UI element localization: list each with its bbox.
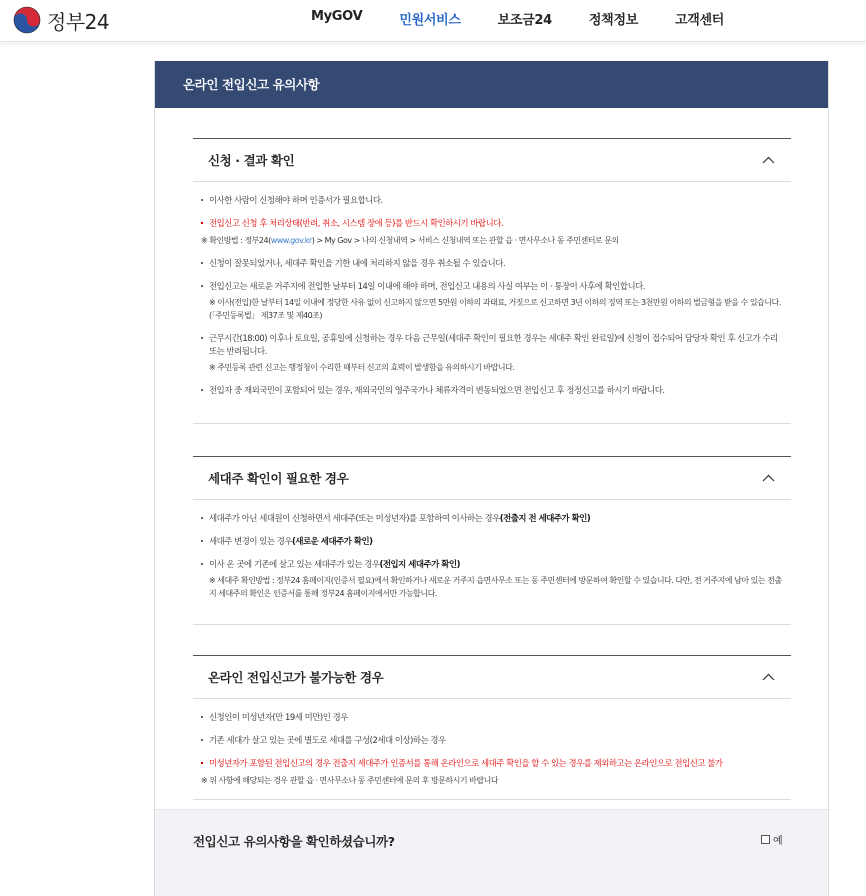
confirm-question: 전입신고 유의사항을 확인하셨습니까? <box>193 834 395 849</box>
list-item: 이사한 사람이 신청해야 하며 인증서가 필요합니다. <box>201 194 785 207</box>
confirm-yes-label: 예 <box>773 836 783 847</box>
chevron-up-icon[interactable] <box>762 156 775 164</box>
section-header[interactable] <box>193 456 791 500</box>
taegeuk-logo-icon <box>12 5 42 35</box>
list-item: 이사 온 곳에 기존에 살고 있는 세대주가 있는 경우(전입지 세대주가 확인) ※ 세대주 확인방법 : 정부24 홈페이지(인증서 필요)에서 확인하거나 새로운 거주지 읍면사무소 또는 동 주민센터에 방문하여 확인할 수 있습니다. 다만, 전 거주지에 남아 있는 전출지 세대주의 확인은 인증서를 통해 정부24 홈페이지에서만 가능합니다. <box>201 558 785 600</box>
notice-panel <box>154 61 829 896</box>
list-item: 세대주가 아닌 세대원이 신청하면서 세대주(또는 미성년자)를 포함하여 이사하는 경우(전출지 전 세대주가 확인) <box>201 512 785 525</box>
chevron-up-icon[interactable] <box>762 474 775 482</box>
section-title: 세대주 확인이 필요한 경우 <box>208 471 349 486</box>
householder-method-note: ※ 세대주 확인방법 : 정부24 홈페이지(인증서 필요)에서 확인하거나 새로운 거주지 읍면사무소 또는 동 주민센터에 방문하여 확인할 수 있습니다. 다만, 전 거주지에 남아 있는 전출지 세대주의 확인은 인증서를 통해 정부24 홈페이지에서만 가능합니다. <box>209 576 782 598</box>
gov-link[interactable]: www.gov.kr <box>270 236 312 245</box>
penalty-note: ※ 이사(전입)한 날부터 14일 이내에 정당한 사유 없이 신고하지 않으면 5만원 이하의 과태료, 거짓으로 신고하면 3년 이하의 징역 또는 3천만원 이하의 벌금형을 받을 수 있습니다. (「주민등록법」 제37조 및 제40조) <box>209 298 781 320</box>
panel-title: 온라인 전입신고 유의사항 <box>155 61 828 108</box>
nav-item-customer-center[interactable]: 고객센터 <box>674 13 725 28</box>
section-title: 온라인 전입신고가 불가능한 경우 <box>208 670 384 685</box>
section-title: 신청 · 결과 확인 <box>208 153 295 168</box>
section-body <box>193 182 791 424</box>
visit-note: ※ 위 사항에 해당되는 경우 관할 읍 · 면사무소나 동 주민센터에 문의 후 방문하시기 바랍니다 <box>201 776 499 785</box>
checkbox-icon[interactable] <box>761 835 770 844</box>
list-item-warning: 전입신고 신청 후 처리상태(반려, 취소, 시스템 장애 등)를 반드시 확인하시기 바랍니다. ※ 확인방법 : 정부24(www.gov.kr) > My Gov > 나의 신청내역 > 서비스 신청내역 또는 관할 읍 · 면사무소나 동 주민센터로 문의 <box>201 217 785 247</box>
confirm-method-note: ※ 확인방법 : 정부24(www.gov.kr) > My Gov > 나의 신청내역 > 서비스 신청내역 또는 관할 읍 · 면사무소나 동 주민센터로 문의 <box>201 236 619 245</box>
nav-item-subsidy[interactable]: 보조금24 <box>497 13 552 28</box>
section-householder-check <box>193 456 791 625</box>
list-item: 전입자 중 재외국민이 포함되어 있는 경우, 재외국민의 영주국가나 체류자격이 변동되었으면 전입신고 후 정정신고를 하시기 바랍니다. <box>201 384 785 397</box>
nav-item-policy[interactable]: 정책정보 <box>588 13 638 28</box>
list-item: 전입신고는 새로운 거주지에 전입한 날부터 14일 이내에 해야 하며, 전입신고 내용의 사실 여부는 이 · 통장이 사후에 확인합니다. ※ 이사(전입)한 날부터 14일 이내에 정당한 사유 없이 신고하지 않으면 5만원 이하의 과태료, 거짓으로 신고하면 3년 이하의 징역 또는 3천만원 이하의 벌금형을 받을 수 있습니다. (「주민등록법」 제37조 및 제40조) <box>201 280 785 322</box>
section-application-result <box>193 138 791 424</box>
section-not-available <box>193 655 791 800</box>
confirm-yes-option[interactable] <box>761 832 783 847</box>
list-item: 신청인이 미성년자(만 19세 미만)인 경우 <box>201 711 785 724</box>
list-item: 신청이 잘못되었거나, 세대주 확인을 기한 내에 처리하지 않을 경우 취소될 수 있습니다. <box>201 257 785 270</box>
list-item-warning: 미성년자가 포함된 전입신고의 경우 전출지 세대주가 인증서를 통해 온라인으로 세대주 확인을 할 수 있는 경우를 제외하고는 온라인으로 전입신고 불가 ※ 위 사항에 해당되는 경우 관할 읍 · 면사무소나 동 주민센터에 문의 후 방문하시기 바랍니다 <box>201 757 785 787</box>
section-body <box>193 699 791 800</box>
nav-item-mygov[interactable]: MyGOV <box>311 9 363 24</box>
main-nav <box>311 9 761 28</box>
nav-item-civil-service[interactable]: 민원서비스 <box>399 13 461 28</box>
section-header[interactable] <box>193 655 791 699</box>
section-body <box>193 500 791 625</box>
list-item: 세대주 변경이 있는 경우(새로운 세대주가 확인) <box>201 535 785 548</box>
site-header <box>0 0 866 42</box>
section-header[interactable] <box>193 138 791 182</box>
chevron-up-icon[interactable] <box>762 673 775 681</box>
effect-note: ※ 주민등록 관련 신고는 행정청이 수리한 때부터 신고의 효력이 발생함을 유의하시기 바랍니다. <box>209 363 515 372</box>
list-item: 근무시간(18:00) 이후나 토요일, 공휴일에 신청하는 경우 다음 근무일(세대주 확인이 필요한 경우는 세대주 확인 완료일)에 신청이 접수되어 담당자 확인 후 신고가 수리 또는 반려됩니다. ※ 주민등록 관련 신고는 행정청이 수리한 때부터 신고의 효력이 발생함을 유의하시기 바랍니다. <box>201 332 785 374</box>
logo-text: 정부24 <box>47 9 110 34</box>
site-logo[interactable] <box>12 5 109 35</box>
confirm-box <box>155 809 828 896</box>
list-item: 기존 세대가 살고 있는 곳에 별도로 세대를 구성(2세대 이상)하는 경우 <box>201 734 785 747</box>
